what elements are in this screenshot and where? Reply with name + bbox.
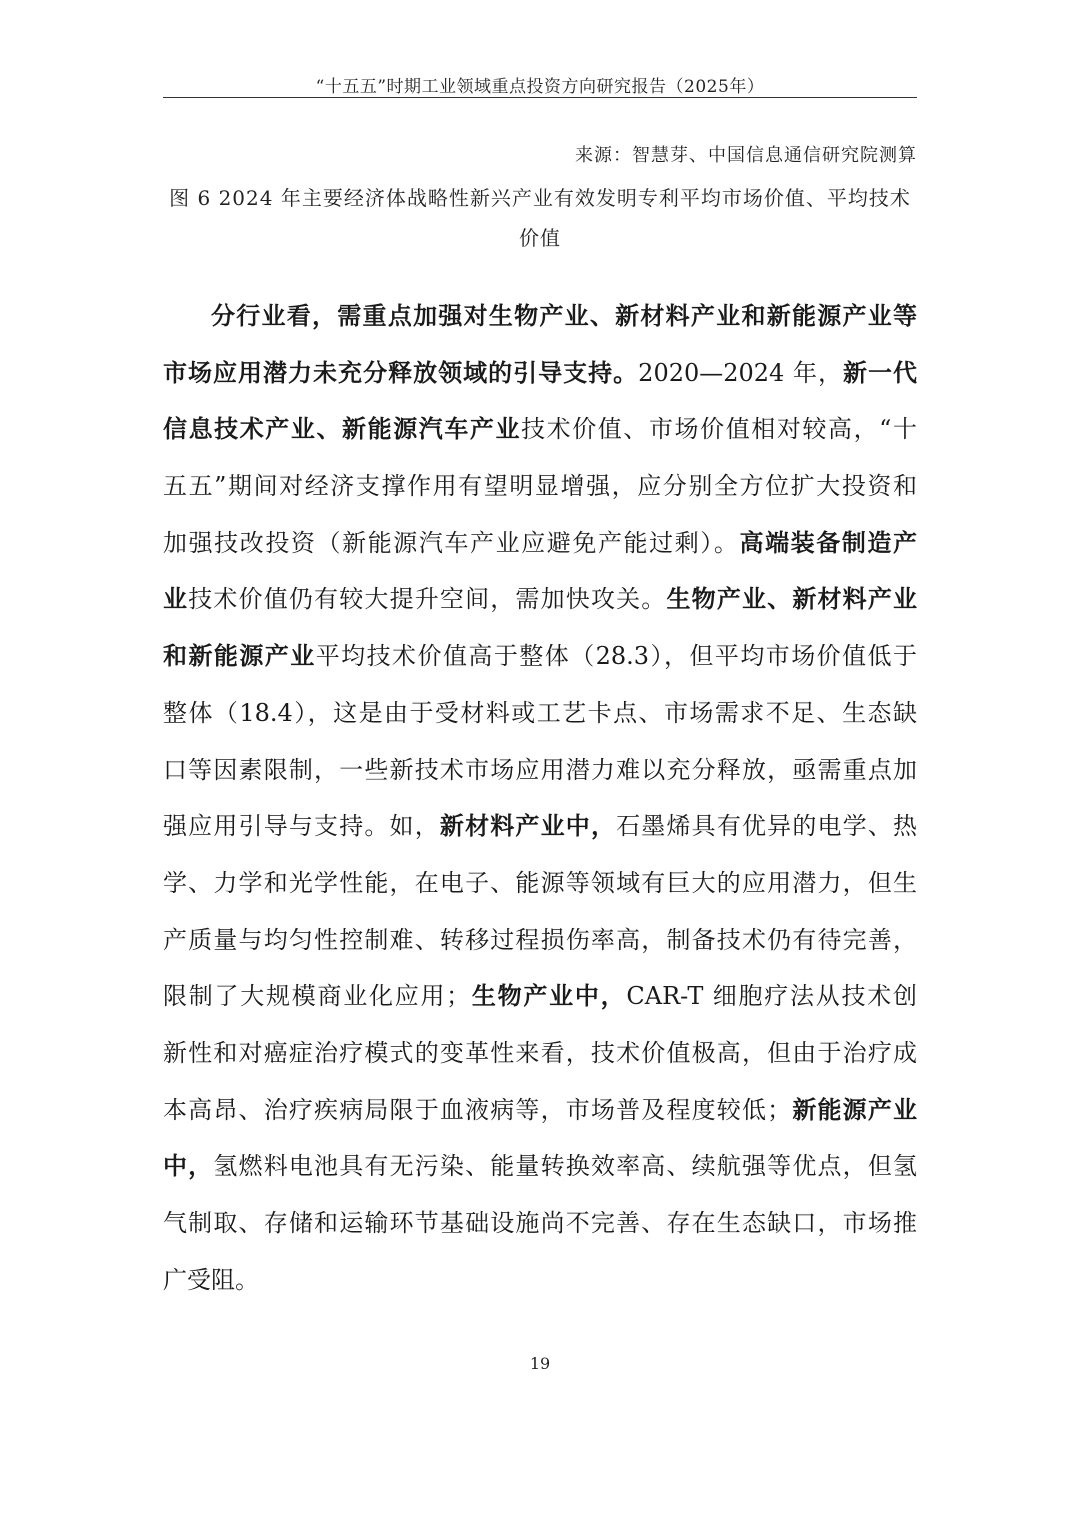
- emphasis-text: 业: [163, 584, 189, 614]
- paragraph-line: [163, 571, 917, 628]
- emphasis-text: 生物产业、新材料产业: [666, 584, 917, 614]
- paragraph-line: [163, 968, 917, 1025]
- body-text-run: 2020—2024 年，: [638, 358, 843, 387]
- emphasis-text: 市场应用潜力未充分释放领域的引导支持。: [163, 357, 639, 387]
- body-text-run: 五五”期间对经济支撑作用有望明显增强，应分别全方位扩大投资和: [163, 472, 917, 501]
- emphasis-text: 分行业看，需重点加强对生物产业、新材料产业和新能源产业等: [211, 301, 917, 330]
- body-text-run: 限制了大规模商业化应用；: [163, 982, 471, 1011]
- figure-caption-line: 图 6 2024 年主要经济体战略性新兴产业有效发明专利平均市场价值、平均技术: [169, 186, 911, 210]
- figure-source: 来源：智慧芽、中国信息通信研究院测算: [575, 145, 917, 166]
- emphasis-text: 信息技术产业、新能源汽车产业: [163, 414, 522, 444]
- body-text-run: 石墨烯具有优异的电学、热: [616, 812, 917, 841]
- body-text-run: 技术价值仍有较大提升空间，需加快攻关。: [188, 585, 667, 614]
- paragraph-line: [163, 1195, 917, 1252]
- body-text-run: 气制取、存储和运输环节基础设施尚不完善、存在生态缺口，市场推: [163, 1209, 917, 1237]
- body-text-run: 本高昂、治疗疾病局限于血液病等，市场普及程度较低；: [163, 1095, 792, 1124]
- body-text-run: 口等因素限制，一些新技术市场应用潜力难以充分释放，亟需重点加: [163, 755, 917, 784]
- body-text-run: 技术价值、市场价值相对较高，“十: [521, 415, 917, 444]
- emphasis-text: 新能源产业: [791, 1094, 917, 1124]
- paragraph-line: [163, 1252, 917, 1309]
- body-text-run: 强应用引导与支持。如，: [163, 812, 440, 841]
- figure-caption-line: 价值: [519, 226, 561, 250]
- emphasis-text: 生物产业中，: [470, 981, 627, 1011]
- body-text-run: 整体（18.4），这是由于受材料或工艺卡点、市场需求不足、生态缺: [163, 698, 917, 727]
- figure-caption: [163, 178, 917, 258]
- paragraph-line: [163, 912, 917, 969]
- paragraph-line: [163, 1082, 917, 1139]
- body-text-run: 新性和对癌症治疗模式的变革性来看，技术价值极高，但由于治疗成: [163, 1038, 917, 1067]
- paragraph-line: [163, 515, 917, 572]
- paragraph-line: [163, 798, 917, 855]
- page-header: “十五五”时期工业领域重点投资方向研究报告（2025年）: [315, 77, 765, 97]
- paragraph-line: [163, 855, 917, 912]
- body-text-run: 平均技术价值高于整体（28.3），但平均市场价值低于: [315, 642, 917, 671]
- paragraph-line: [163, 288, 917, 345]
- body-text-run: 学、力学和光学性能，在电子、能源等领域有巨大的应用潜力，但生: [163, 868, 917, 897]
- paragraph-line: [163, 1138, 917, 1195]
- emphasis-text: 中，: [163, 1151, 214, 1181]
- emphasis-text: 高端装备制造产: [739, 527, 917, 557]
- emphasis-text: 新一代: [842, 357, 917, 387]
- paragraph-line: [163, 1025, 917, 1082]
- body-text-run: 产质量与均匀性控制难、转移过程损伤率高，制备技术仍有待完善，: [163, 925, 917, 954]
- paragraph-line: [163, 458, 917, 515]
- paragraph-line: [163, 742, 917, 799]
- paragraph-line: [163, 685, 917, 742]
- body-text-run: CAR-T 细胞疗法从技术创: [626, 982, 917, 1011]
- body-text-run: 加强技改投资（新能源汽车产业应避免产能过剩）。: [163, 528, 740, 557]
- paragraph-line: [163, 628, 917, 685]
- body-paragraph: [163, 288, 917, 1308]
- body-text-run: 广受阻。: [163, 1265, 259, 1294]
- emphasis-text: 新材料产业中，: [439, 811, 617, 841]
- page-number: 19: [529, 1354, 551, 1373]
- paragraph-line: [163, 345, 917, 402]
- header-divider: [163, 97, 917, 98]
- emphasis-text: 和新能源产业: [163, 641, 316, 671]
- body-text-run: 氢燃料电池具有无污染、能量转换效率高、续航强等优点，但氢: [213, 1152, 917, 1181]
- paragraph-line: [163, 401, 917, 458]
